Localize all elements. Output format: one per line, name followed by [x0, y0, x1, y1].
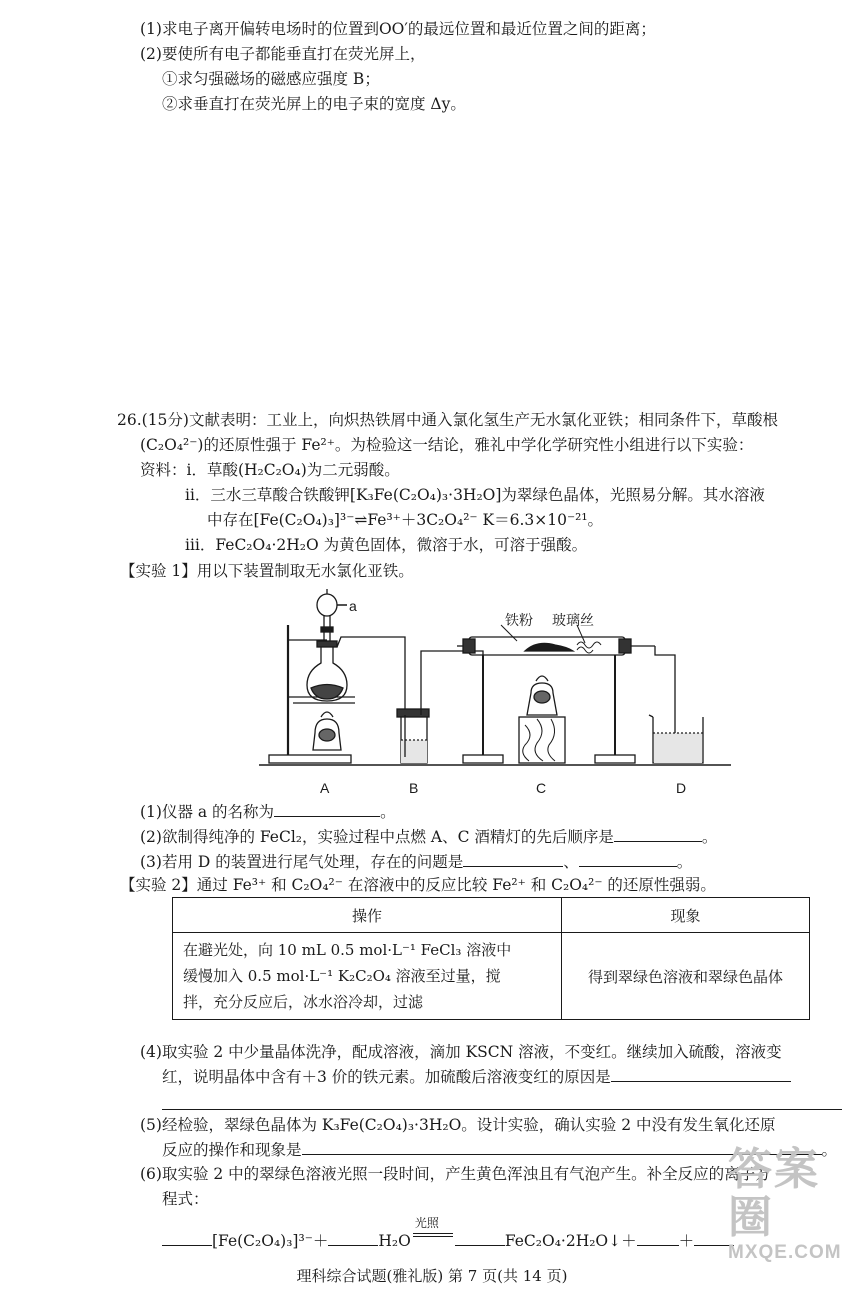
- page-footer: 理科综合试题(雅礼版) 第 7 页(共 14 页): [296, 1267, 568, 1285]
- answer-blank-3b[interactable]: [579, 851, 677, 867]
- table-header-phenomenon: 现象: [562, 898, 810, 933]
- answer-blank-3a[interactable]: [463, 851, 563, 867]
- q25-part2b: ②求垂直打在荧光屏上的电子束的宽度 Δy。: [162, 95, 466, 113]
- label-apparatus-b: B: [409, 780, 419, 796]
- label-apparatus-c: C: [536, 780, 547, 796]
- q25-part2a: ①求匀强磁场的磁感应强度 B；: [162, 70, 380, 88]
- question-4-line2: 红，说明晶体中含有＋3 价的铁元素。加硫酸后溶液变红的原因是: [162, 1066, 791, 1088]
- q26-material-3: ⅲ．FeC₂O₄·2H₂O 为黄色固体，微溶于水，可溶于强酸。: [185, 536, 588, 554]
- q26-material-2: ⅱ．三水三草酸合铁酸钾[K₃Fe(C₂O₄)₃·3H₂O]为翠绿色晶体，光照易分解。其水溶液: [185, 486, 765, 504]
- question-5-line1: (5)经检验，翠绿色晶体为 K₃Fe(C₂O₄)₃·3H₂O。设计实验，确认实验 2 中没有发生氧化还原: [140, 1116, 776, 1134]
- coefficient-blank-1[interactable]: [162, 1230, 212, 1246]
- question-2: (2)欲制得纯净的 FeCl₂，实验过程中点燃 A、C 酒精灯的先后顺序是 。: [140, 828, 718, 846]
- q26-intro-line1: 26.(15分)文献表明：工业上，向炽热铁屑中通入氯化氢生产无水氯化亚铁；相同条件下，草酸根: [117, 411, 778, 429]
- question-6-line1: (6)取实验 2 中的翠绿色溶液光照一段时间，产生黄色浑浊且有气泡产生。补全反应的离子方: [140, 1165, 771, 1183]
- label-iron-powder: 铁粉: [505, 612, 533, 628]
- q26-material-2-equilibrium: 中存在[Fe(C₂O₄)₃]³⁻⇌Fe³⁺＋3C₂O₄²⁻ K＝6.3×10⁻²¹。: [207, 511, 604, 529]
- experiment-2-heading: 【实验 2】通过 Fe³⁺ 和 C₂O₄²⁻ 在溶液中的反应比较 Fe²⁺ 和 C₂O₄²⁻ 的还原性强弱。: [120, 876, 716, 894]
- table-cell-phenomenon: 得到翠绿色溶液和翠绿色晶体: [562, 933, 810, 1020]
- coefficient-blank-4[interactable]: [637, 1230, 679, 1246]
- apparatus-c: [457, 637, 655, 763]
- question-1: (1)仪器 a 的名称为 。: [140, 803, 396, 821]
- q26-intro-line2: (C₂O₄²⁻)的还原性强于 Fe²⁺。为检验这一结论，雅礼中学化学研究性小组进行以下实验：: [140, 436, 754, 454]
- experiment-1-heading: 【实验 1】用以下装置制取无水氯化亚铁。: [120, 562, 414, 580]
- label-a: a: [349, 598, 357, 614]
- question-6-line2: 程式：: [162, 1190, 209, 1208]
- q25-part2: (2)要使所有电子都能垂直打在荧光屏上，: [140, 45, 426, 63]
- q25-part1: (1)求电子离开偏转电场时的位置到OO′的最远位置和最近位置之间的距离；: [140, 20, 656, 38]
- apparatus-d: [649, 646, 703, 763]
- table-cell-operation: 在避光处，向 10 mL 0.5 mol·L⁻¹ FeCl₃ 溶液中 缓慢加入 0.5 mol·L⁻¹ K₂C₂O₄ 溶液至过量，搅 拌，充分反应后，冰水浴冷却，过滤: [173, 933, 562, 1020]
- q26-material-1: 资料：ⅰ．草酸(H₂C₂O₄)为二元弱酸。: [140, 461, 400, 479]
- table-header-operation: 操作: [173, 898, 562, 933]
- answer-blank-4a[interactable]: [611, 1066, 791, 1082]
- question-5-line2: 反应的操作和现象是 。: [162, 1141, 838, 1159]
- question-4-line1: (4)取实验 2 中少量晶体洗净，配成溶液，滴加 KSCN 溶液，不变红。继续加入硫酸，溶液变: [140, 1043, 782, 1061]
- coefficient-blank-3[interactable]: [455, 1230, 505, 1246]
- label-apparatus-d: D: [676, 780, 687, 796]
- label-glass-wool: 玻璃丝: [552, 612, 594, 628]
- apparatus-b: [397, 651, 483, 763]
- apparatus-diagram: [255, 585, 735, 775]
- label-apparatus-a: A: [320, 780, 330, 796]
- coefficient-blank-2[interactable]: [328, 1230, 378, 1246]
- watermark-logo: 答案圈 MXQE.COM: [728, 1145, 842, 1263]
- question-3: (3)若用 D 的装置进行尾气处理，存在的问题是 、 。: [140, 853, 693, 871]
- question-6-equation: [Fe(C₂O₄)₃]³⁻＋ H₂O 光照 FeC₂O₄·2H₂O↓＋ ＋: [162, 1224, 734, 1252]
- answer-blank-1[interactable]: [274, 801, 380, 817]
- answer-blank-2[interactable]: [614, 826, 702, 842]
- experiment-2-table: [172, 897, 810, 1020]
- answer-blank-4b[interactable]: [162, 1094, 842, 1110]
- apparatus-a: [269, 589, 405, 763]
- light-condition-arrow: 光照: [411, 1224, 455, 1246]
